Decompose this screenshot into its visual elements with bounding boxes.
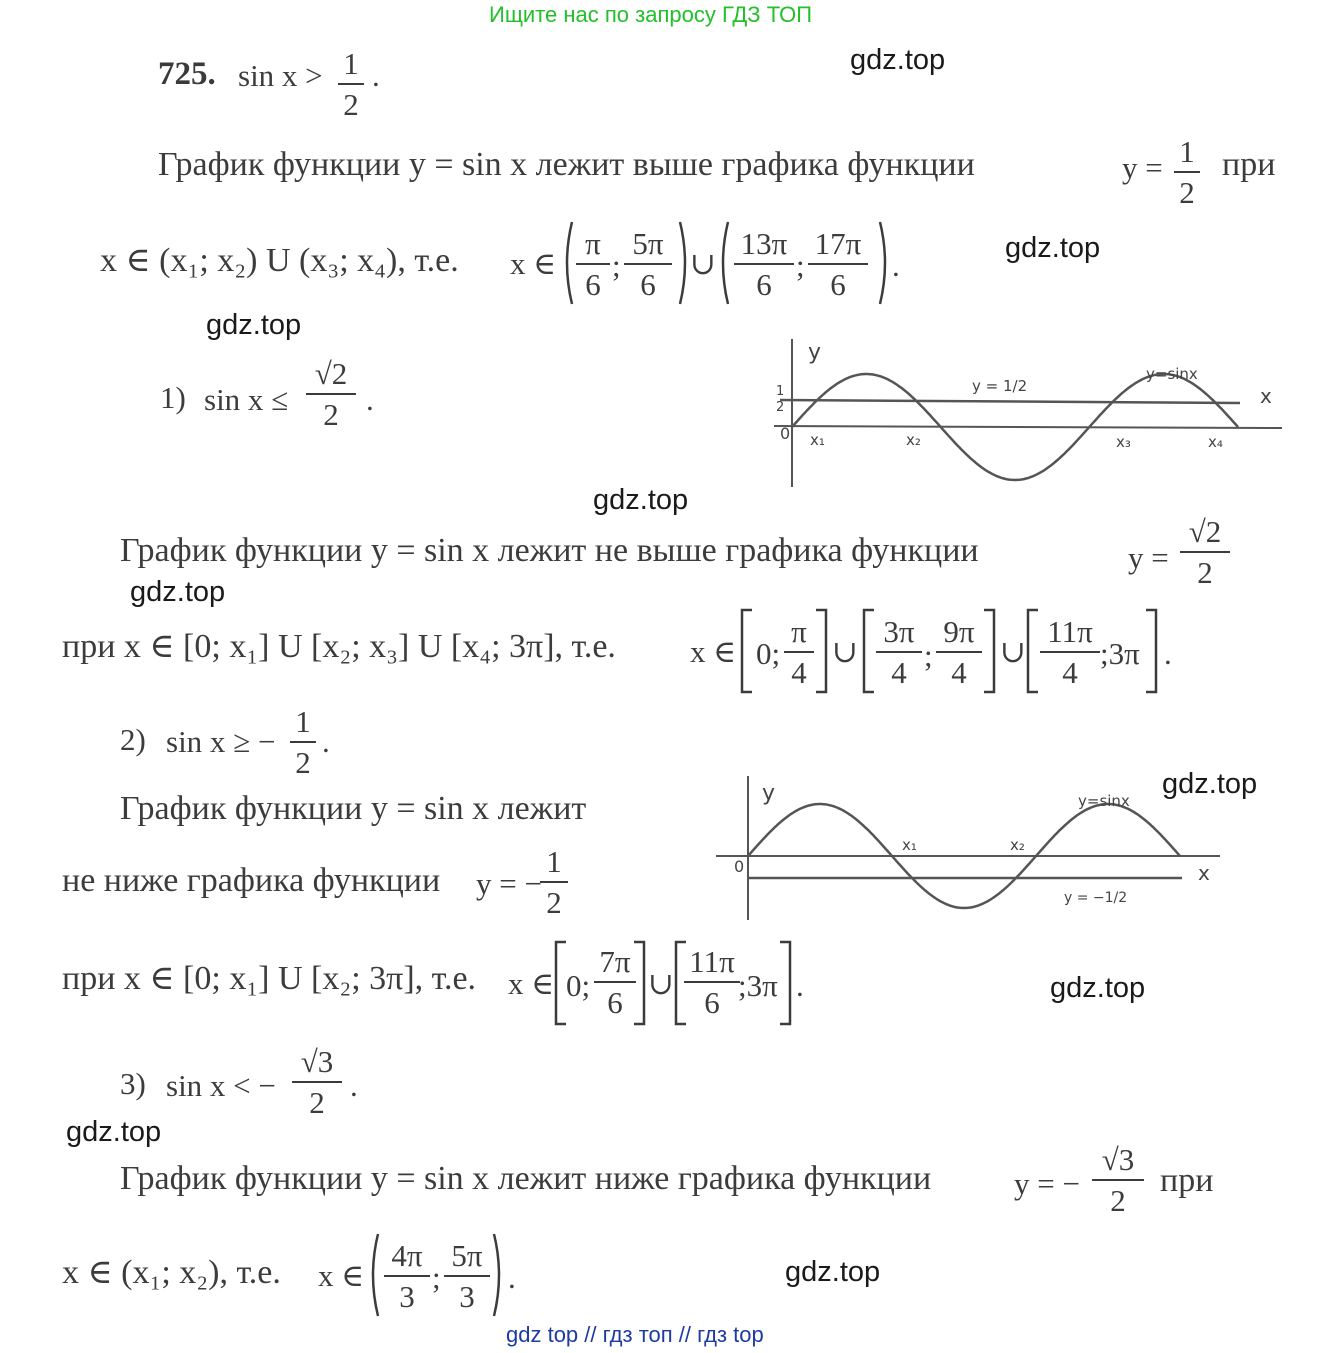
watermark: gdz.top	[850, 44, 946, 76]
period: .	[350, 1068, 358, 1103]
part3-text: График функции y = sin x лежит ниже графика функции	[120, 1160, 932, 1197]
period: .	[372, 58, 380, 93]
part1-inequality: sin x ≤	[204, 382, 289, 417]
period: .	[366, 382, 374, 417]
watermark: gdz.top	[785, 1256, 881, 1288]
watermark: gdz.top	[66, 1116, 162, 1148]
part2-interval-text: при x ∈ [0; x₁] U [x₂; 3π], т.е.	[62, 960, 477, 997]
union-sign: ∪	[648, 966, 674, 1001]
watermark: gdz.top	[593, 484, 689, 516]
separator: ;	[796, 248, 805, 283]
fraction: 4π 3	[384, 1240, 430, 1312]
union-sign: ∪	[1000, 634, 1026, 669]
main-inequality: sin x >	[238, 58, 323, 93]
watermark: gdz.top	[130, 576, 226, 608]
tick-half-num: 1	[776, 384, 785, 399]
x3-label: x₃	[1116, 433, 1131, 451]
y-equals: y = −	[476, 866, 542, 901]
part2-text-1: График функции y = sin x лежит	[120, 790, 587, 827]
three-pi: ;3π	[1100, 636, 1140, 671]
fraction: 1 2	[540, 846, 568, 918]
watermark: gdz.top	[1005, 232, 1101, 264]
period: .	[892, 248, 900, 283]
period: .	[322, 724, 330, 759]
fraction: 7π 6	[594, 946, 636, 1018]
part1-interval-text: при x ∈ [0; x₁] U [x₂; x₃] U [x₄; 3π], т.е.	[62, 628, 616, 665]
fraction: 1 2	[290, 706, 316, 778]
graph-2	[712, 772, 1232, 922]
x-in: x ∈	[318, 1258, 365, 1293]
period: .	[508, 1260, 516, 1295]
separator: ;	[924, 638, 933, 673]
fraction: π 4	[784, 616, 814, 688]
separator: ;	[432, 1260, 441, 1295]
fraction: 1 2	[338, 48, 364, 120]
fraction: √3 2	[1092, 1144, 1144, 1216]
watermark: gdz.top	[1162, 768, 1258, 800]
tick-half-den: 2	[776, 400, 785, 415]
origin-label: 0	[780, 424, 791, 443]
fraction: 1 2	[1174, 136, 1200, 208]
fraction: 17π 6	[808, 228, 868, 300]
main-text: График функции y = sin x лежит выше графика функции	[158, 146, 975, 183]
origin-label: 0	[734, 857, 745, 876]
y-equals: y =	[1128, 540, 1169, 575]
separator: ;	[612, 248, 621, 283]
x-in: x ∈	[690, 634, 737, 669]
part2-text-2: не ниже графика функции	[62, 862, 441, 899]
graph-1	[760, 335, 1290, 490]
zero: 0;	[566, 968, 591, 1003]
x-in: x ∈	[510, 246, 557, 281]
part1-text: График функции y = sin x лежит не выше графика функции	[120, 532, 979, 569]
period: .	[1164, 636, 1172, 671]
union-sign: ∪	[832, 634, 858, 669]
curve-label: y=sinx	[1146, 365, 1198, 383]
word-pri: при	[1160, 1162, 1214, 1199]
fraction: 11π 4	[1040, 616, 1100, 688]
line-label: y = 1/2	[972, 377, 1028, 395]
watermark: gdz.top	[1050, 972, 1146, 1004]
fraction: 11π 6	[684, 946, 740, 1018]
main-interval-text: x ∈ (x₁; x₂) U (x₃; x₄), т.е.	[100, 242, 459, 279]
x1-label: x₁	[810, 431, 825, 449]
fraction: 9π 4	[936, 616, 982, 688]
fraction: √3 2	[292, 1046, 342, 1118]
fraction: π 6	[576, 228, 610, 300]
y-axis-label: y	[808, 340, 822, 365]
y-equals: y = −	[1014, 1166, 1080, 1201]
fraction: √2 2	[1180, 516, 1230, 588]
period: .	[796, 968, 804, 1003]
zero: 0;	[756, 636, 781, 671]
part2-inequality: sin x ≥ −	[166, 724, 276, 759]
fraction: 13π 6	[734, 228, 794, 300]
x-axis-label: x	[1198, 861, 1210, 885]
y-axis-label: y	[762, 781, 776, 806]
part1-label: 1)	[160, 380, 186, 415]
part3-label: 3)	[120, 1066, 146, 1101]
union-sign: ∪	[690, 246, 716, 281]
part2-label: 2)	[120, 722, 146, 757]
part3-inequality: sin x < −	[166, 1068, 276, 1103]
x4-label: x₄	[1208, 433, 1223, 451]
x2-label: x₂	[906, 431, 921, 449]
line-label: y = −1/2	[1064, 890, 1128, 906]
curve-label: y=sinx	[1078, 792, 1130, 810]
x1-label: x₁	[902, 836, 917, 854]
watermark: gdz.top	[206, 309, 302, 341]
x2-label: x₂	[1010, 836, 1025, 854]
fraction: 3π 4	[876, 616, 922, 688]
part3-interval-text: x ∈ (x₁; x₂), т.е.	[62, 1254, 281, 1291]
x-in: x ∈	[508, 966, 555, 1001]
y-equals: y =	[1122, 150, 1163, 185]
fraction: √2 2	[306, 358, 356, 430]
fraction: 5π 6	[624, 228, 672, 300]
footer: gdz top // гдз топ // гдз top	[506, 1322, 764, 1347]
x-axis-label: x	[1260, 384, 1272, 408]
three-pi: ;3π	[738, 968, 778, 1003]
task-number: 725.	[158, 56, 216, 92]
word-pri: при	[1222, 146, 1276, 183]
top-banner: Ищите нас по запросу ГДЗ ТОП	[489, 2, 813, 27]
fraction: 5π 3	[444, 1240, 490, 1312]
